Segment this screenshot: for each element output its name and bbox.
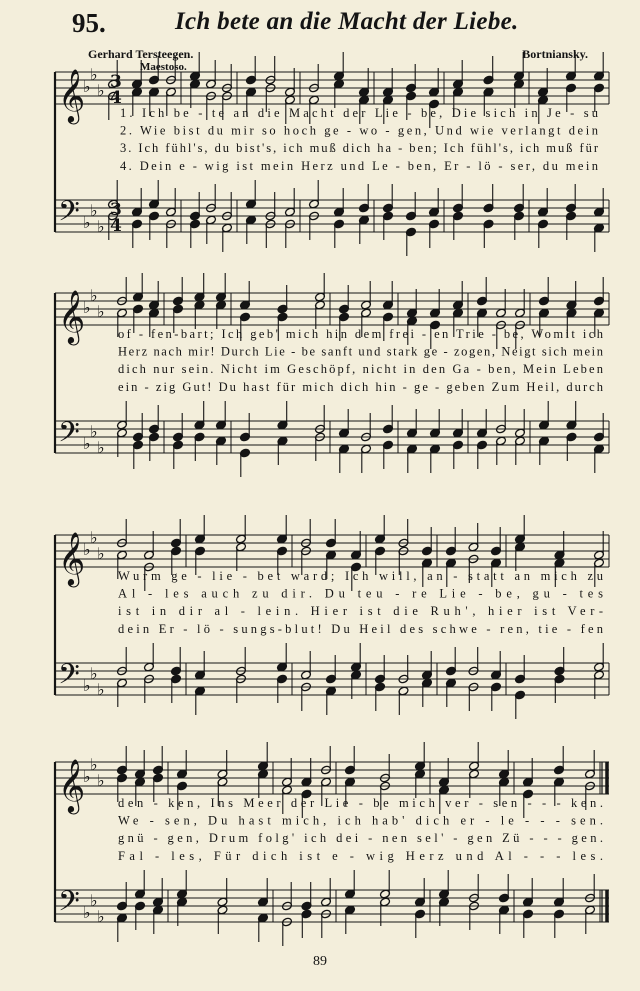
flat-sign: ♭ bbox=[83, 213, 91, 232]
lyric-line: 4. Dein e - wig ist mein Herz und Le - ben, Er - lö - ser, du mein bbox=[120, 158, 598, 173]
time-signature-bottom: 4 bbox=[110, 216, 122, 236]
bass-clef: 𝄢 bbox=[58, 416, 80, 456]
flat-sign: ♭ bbox=[83, 540, 91, 559]
flat-sign: ♭ bbox=[97, 680, 105, 699]
flat-sign: ♭ bbox=[97, 217, 105, 236]
lyric-line: dich nur sein. Nicht im Geschöpf, nicht in den Ga - ben, Mein Leben bbox=[118, 362, 603, 377]
lyric-line: den - ken, Ins Meer der Lie - be mich ver - sen - - - ken. bbox=[118, 796, 603, 810]
flat-sign: ♭ bbox=[90, 65, 98, 84]
treble-clef: 𝄞 bbox=[58, 758, 86, 812]
composer: Bortniansky. bbox=[522, 47, 588, 61]
time-signature-bottom: 4 bbox=[110, 88, 122, 108]
lyric-line: of - fen-bart; Ich geb' mich hin dem frei - en Trie - be, Womit ich bbox=[118, 327, 603, 341]
lyric-line: 3. Ich fühl's, du bist's, ich muß dich ha - ben; Ich fühl's, ich muß für bbox=[120, 141, 598, 156]
lyric-line: ein - zig Gut! Du hast für mich dich hin - ge - geben Zum Heil, durch bbox=[118, 379, 603, 394]
flat-sign: ♭ bbox=[90, 286, 98, 305]
flat-sign: ♭ bbox=[97, 771, 105, 790]
page-number: 89 bbox=[313, 954, 327, 969]
flat-sign: ♭ bbox=[90, 891, 98, 910]
flat-sign: ♭ bbox=[97, 907, 105, 926]
flat-sign: ♭ bbox=[90, 201, 98, 220]
hymn-number: 95. bbox=[72, 8, 106, 38]
lyric-line: 1. Ich be - te an die Macht der Lie - be, Die sich in Je - su bbox=[120, 106, 598, 120]
lyric-line: dein Er - lö - sungs-blut! Du Heil des schwe - ren, tie - fen bbox=[118, 621, 603, 636]
flat-sign: ♭ bbox=[83, 903, 91, 922]
lyric-line: Fal - les, Für dich ist e - wig Herz und Al - - - les. bbox=[118, 848, 604, 863]
flat-sign: ♭ bbox=[83, 434, 91, 453]
lyric-line: We - sen, Du hast mich, ich hab' dich er - le - - - sen. bbox=[118, 813, 603, 828]
flat-sign: ♭ bbox=[90, 528, 98, 547]
bass-clef: 𝄢 bbox=[58, 885, 80, 925]
lyric-line: Wurm ge - lie - bet ward; Ich will, an - statt an mich zu bbox=[118, 569, 604, 583]
hymn-title: Ich bete an die Macht der Liebe. bbox=[175, 8, 519, 35]
flat-sign: ♭ bbox=[83, 676, 91, 695]
lyric-line: gnü - gen, Drum folg' ich dei - nen sel' - gen Zü - - - gen. bbox=[118, 831, 604, 846]
lyric-line: Al - les auch zu dir. Du teu - re Lie - be, gu - tes bbox=[118, 586, 603, 601]
flat-sign: ♭ bbox=[83, 767, 91, 786]
bass-clef: 𝄢 bbox=[58, 195, 80, 235]
flat-sign: ♭ bbox=[90, 664, 98, 683]
lyric-line: Herz nach mir! Durch Lie - be sanft und stark ge - zogen, Neigt sich mein bbox=[118, 344, 604, 359]
flat-sign: ♭ bbox=[97, 302, 105, 321]
bass-clef: 𝄢 bbox=[58, 658, 80, 698]
time-signature-top: 3 bbox=[110, 72, 122, 92]
treble-clef: 𝄞 bbox=[58, 68, 86, 122]
flat-sign: ♭ bbox=[97, 81, 105, 100]
flat-sign: ♭ bbox=[97, 438, 105, 457]
treble-clef: 𝄞 bbox=[58, 289, 86, 343]
lyric-line: 2. Wie bist du mir so hoch ge - wo - gen, Und wie verlangt dein bbox=[120, 123, 598, 138]
flat-sign: ♭ bbox=[90, 422, 98, 441]
tempo-marking: Maestoso. bbox=[140, 61, 187, 73]
flat-sign: ♭ bbox=[83, 77, 91, 96]
flat-sign: ♭ bbox=[83, 298, 91, 317]
treble-clef: 𝄞 bbox=[58, 531, 86, 585]
text-author: Gerhard Tersteegen. bbox=[88, 47, 194, 61]
lyric-line: ist in dir al - lein. Hier ist die Ruh', hier ist Ver- bbox=[118, 604, 604, 619]
flat-sign: ♭ bbox=[97, 544, 105, 563]
time-signature-top: 3 bbox=[110, 200, 122, 220]
flat-sign: ♭ bbox=[90, 755, 98, 774]
